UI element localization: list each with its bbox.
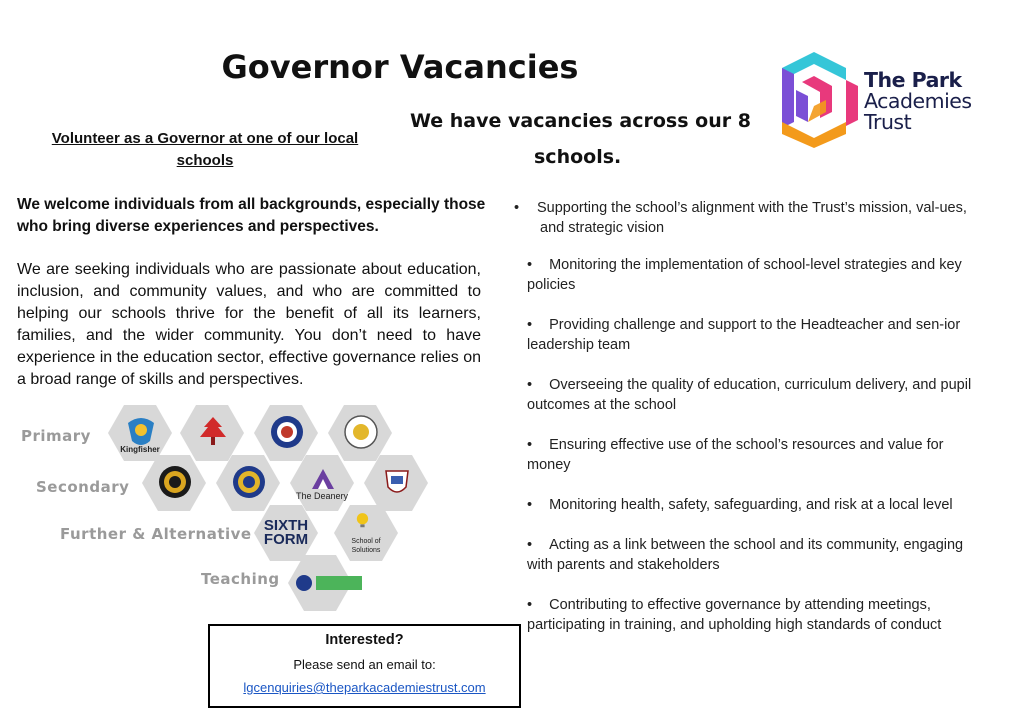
school-badge-secondary-4 [364,455,428,511]
caption-form: FORM [263,531,309,548]
school-badge-primary-3 [254,405,318,461]
school-badge-teaching [288,555,352,611]
duty-item: • Overseeing the quality of education, curriculum delivery, and pupil outcomes at the school [527,377,972,413]
contact-instruction: Please send an email to: [293,657,436,672]
caption-solutions: School of Solutions [351,538,381,554]
contact-heading: Interested? [325,632,404,648]
category-teaching: Teaching [201,570,280,588]
logo-line-1: The Park [864,68,962,92]
page-title: Governor Vacancies [221,48,579,86]
duty-item: • Ensuring effective use of the school’s resources and value for money [527,437,944,473]
trust-logo-icon [762,50,866,150]
category-secondary: Secondary [36,478,130,496]
vacancies-heading-line1: We have vacancies across our 8 [410,110,751,132]
duty-item: • Supporting the school’s alignment with the Trust’s mission, val-ues, and strategic vision [514,200,967,236]
volunteer-heading: Volunteer as a Governor at one of our local schools [51,130,359,169]
school-badge-kingfisher [108,405,172,461]
school-badge-sixth-form [254,505,318,561]
school-badge-deanery [290,455,354,511]
duty-item: • Contributing to effective governance by attending meetings, participating in training, and upholding high standards of conduct [527,597,942,633]
category-further-alternative: Further & Alternative [60,525,252,543]
seeking-paragraph: We are seeking individuals who are passionate about education, inclusion, and community values, and who are committed to helping our schools thrive for the benefit of all its learners, families, and the wider community. You don’t need to have experience in the education sector, effective governance relies on a broad range of skills and perspectives. [17,261,481,388]
vacancies-heading-line2: schools. [534,146,622,168]
welcome-statement: We welcome individuals from all backgrounds, especially those who bring diverse experiences and perspectives. [17,196,486,235]
school-badge-primary-4 [328,405,392,461]
schools-graphic [18,403,438,618]
caption-kingfisher: Kingfisher [120,445,160,454]
school-badge-red-oaks [180,405,244,461]
duty-item: • Monitoring health, safety, safeguarding, and risk at a local level [527,497,953,513]
contact-box [208,624,521,708]
duty-item: • Monitoring the implementation of school-level strategies and key policies [527,257,962,293]
school-badge-solutions [334,505,398,561]
duty-item: • Acting as a link between the school and its community, engaging with parents and stakeholders [527,537,964,573]
school-badge-secondary-2 [216,455,280,511]
school-badge-secondary-1 [142,455,206,511]
caption-deanery: The Deanery [295,491,349,501]
trust-logo-text [864,70,972,133]
contact-email-link[interactable]: lgcenquiries@theparkacademiestrust.com [243,680,486,695]
duties-list [514,198,982,655]
category-primary: Primary [21,427,91,445]
logo-line-2: Academies [864,89,972,113]
duty-item: • Providing challenge and support to the Headteacher and sen-ior leadership team [527,317,961,353]
logo-line-3: Trust [864,110,912,134]
caption-sixth: SIXTH [263,517,309,534]
